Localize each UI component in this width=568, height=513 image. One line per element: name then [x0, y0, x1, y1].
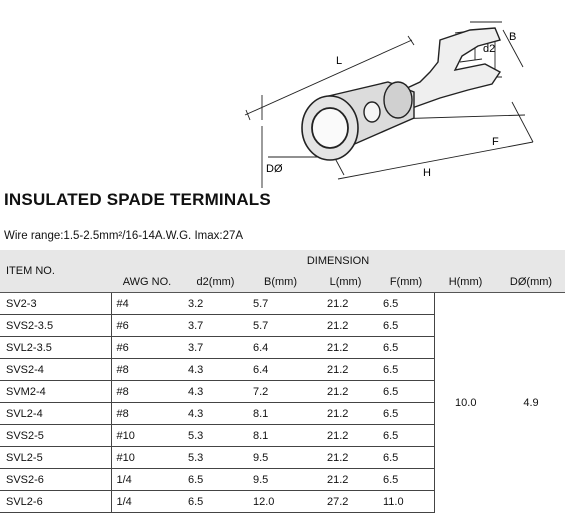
d2-cell: 5.3	[183, 447, 248, 469]
item-cell: SVL2-3.5	[0, 337, 111, 359]
item-cell: SVL2-4	[0, 403, 111, 425]
d2-cell: 4.3	[183, 359, 248, 381]
l-cell: 27.2	[313, 491, 378, 513]
label-h: H	[423, 167, 431, 179]
label-l: L	[336, 55, 343, 67]
f-cell: 6.5	[378, 425, 434, 447]
b-cell: 8.1	[248, 403, 313, 425]
b-cell: 8.1	[248, 425, 313, 447]
l-cell: 21.2	[313, 337, 378, 359]
b-cell: 12.0	[248, 491, 313, 513]
f-cell: 6.5	[378, 359, 434, 381]
terminal-drawing	[0, 0, 568, 190]
d2-cell: 4.3	[183, 381, 248, 403]
awg-cell: #4	[111, 293, 183, 315]
d2-cell: 6.5	[183, 491, 248, 513]
d2-cell: 3.2	[183, 293, 248, 315]
h-header: H(mm)	[434, 272, 497, 293]
awg-cell: #10	[111, 425, 183, 447]
d2-cell: 4.3	[183, 403, 248, 425]
awg-cell: 1/4	[111, 469, 183, 491]
l-cell: 21.2	[313, 315, 378, 337]
l-header: L(mm)	[313, 272, 378, 293]
wire-range: Wire range:1.5-2.5mm²/16-14A.W.G. Imax:27A	[4, 230, 244, 242]
f-cell: 6.5	[378, 381, 434, 403]
f-cell: 6.5	[378, 403, 434, 425]
item-cell: SVS2-6	[0, 469, 111, 491]
l-cell: 21.2	[313, 359, 378, 381]
item-cell: SVS2-4	[0, 359, 111, 381]
f-cell: 6.5	[378, 447, 434, 469]
awg-cell: #8	[111, 381, 183, 403]
l-cell: 21.2	[313, 381, 378, 403]
awg-cell: #8	[111, 359, 183, 381]
page-title: INSULATED SPADE TERMINALS	[4, 190, 271, 209]
dimension-table	[0, 250, 565, 513]
d2-cell: 6.5	[183, 469, 248, 491]
l-cell: 21.2	[313, 447, 378, 469]
b-header: B(mm)	[248, 272, 313, 293]
d2-header: d2(mm)	[183, 272, 248, 293]
item-cell: SVS2-3.5	[0, 315, 111, 337]
item-cell: SVL2-5	[0, 447, 111, 469]
b-cell: 9.5	[248, 447, 313, 469]
f-header: F(mm)	[378, 272, 434, 293]
dimension-header: DIMENSION	[111, 250, 565, 272]
f-cell: 6.5	[378, 315, 434, 337]
label-f: F	[492, 136, 499, 148]
awg-cell: #6	[111, 315, 183, 337]
d-value: 4.9	[523, 396, 539, 409]
d-header: DØ(mm)	[497, 272, 565, 293]
table-row	[0, 293, 565, 315]
f-cell: 11.0	[378, 491, 434, 513]
f-cell: 6.5	[378, 293, 434, 315]
h-value: 10.0	[434, 293, 497, 513]
d2-cell: 3.7	[183, 337, 248, 359]
f-cell: 6.5	[378, 337, 434, 359]
label-d: DØ	[266, 163, 283, 175]
d2-cell: 5.3	[183, 425, 248, 447]
l-cell: 21.2	[313, 469, 378, 491]
item-cell: SV2-3	[0, 293, 111, 315]
b-cell: 6.4	[248, 337, 313, 359]
l-cell: 21.2	[313, 293, 378, 315]
label-b: B	[509, 31, 517, 43]
b-cell: 5.7	[248, 315, 313, 337]
item-cell: SVS2-5	[0, 425, 111, 447]
b-cell: 5.7	[248, 293, 313, 315]
item-no-header: ITEM NO.	[0, 250, 111, 293]
l-cell: 21.2	[313, 425, 378, 447]
awg-cell: #10	[111, 447, 183, 469]
awg-cell: #8	[111, 403, 183, 425]
f-cell: 6.5	[378, 469, 434, 491]
l-cell: 21.2	[313, 403, 378, 425]
awg-cell: #6	[111, 337, 183, 359]
awg-header: AWG NO.	[111, 272, 183, 293]
item-cell: SVM2-4	[0, 381, 111, 403]
b-cell: 7.2	[248, 381, 313, 403]
awg-cell: 1/4	[111, 491, 183, 513]
label-d2: d2	[483, 43, 496, 55]
b-cell: 9.5	[248, 469, 313, 491]
b-cell: 6.4	[248, 359, 313, 381]
item-cell: SVL2-6	[0, 491, 111, 513]
d2-cell: 3.7	[183, 315, 248, 337]
